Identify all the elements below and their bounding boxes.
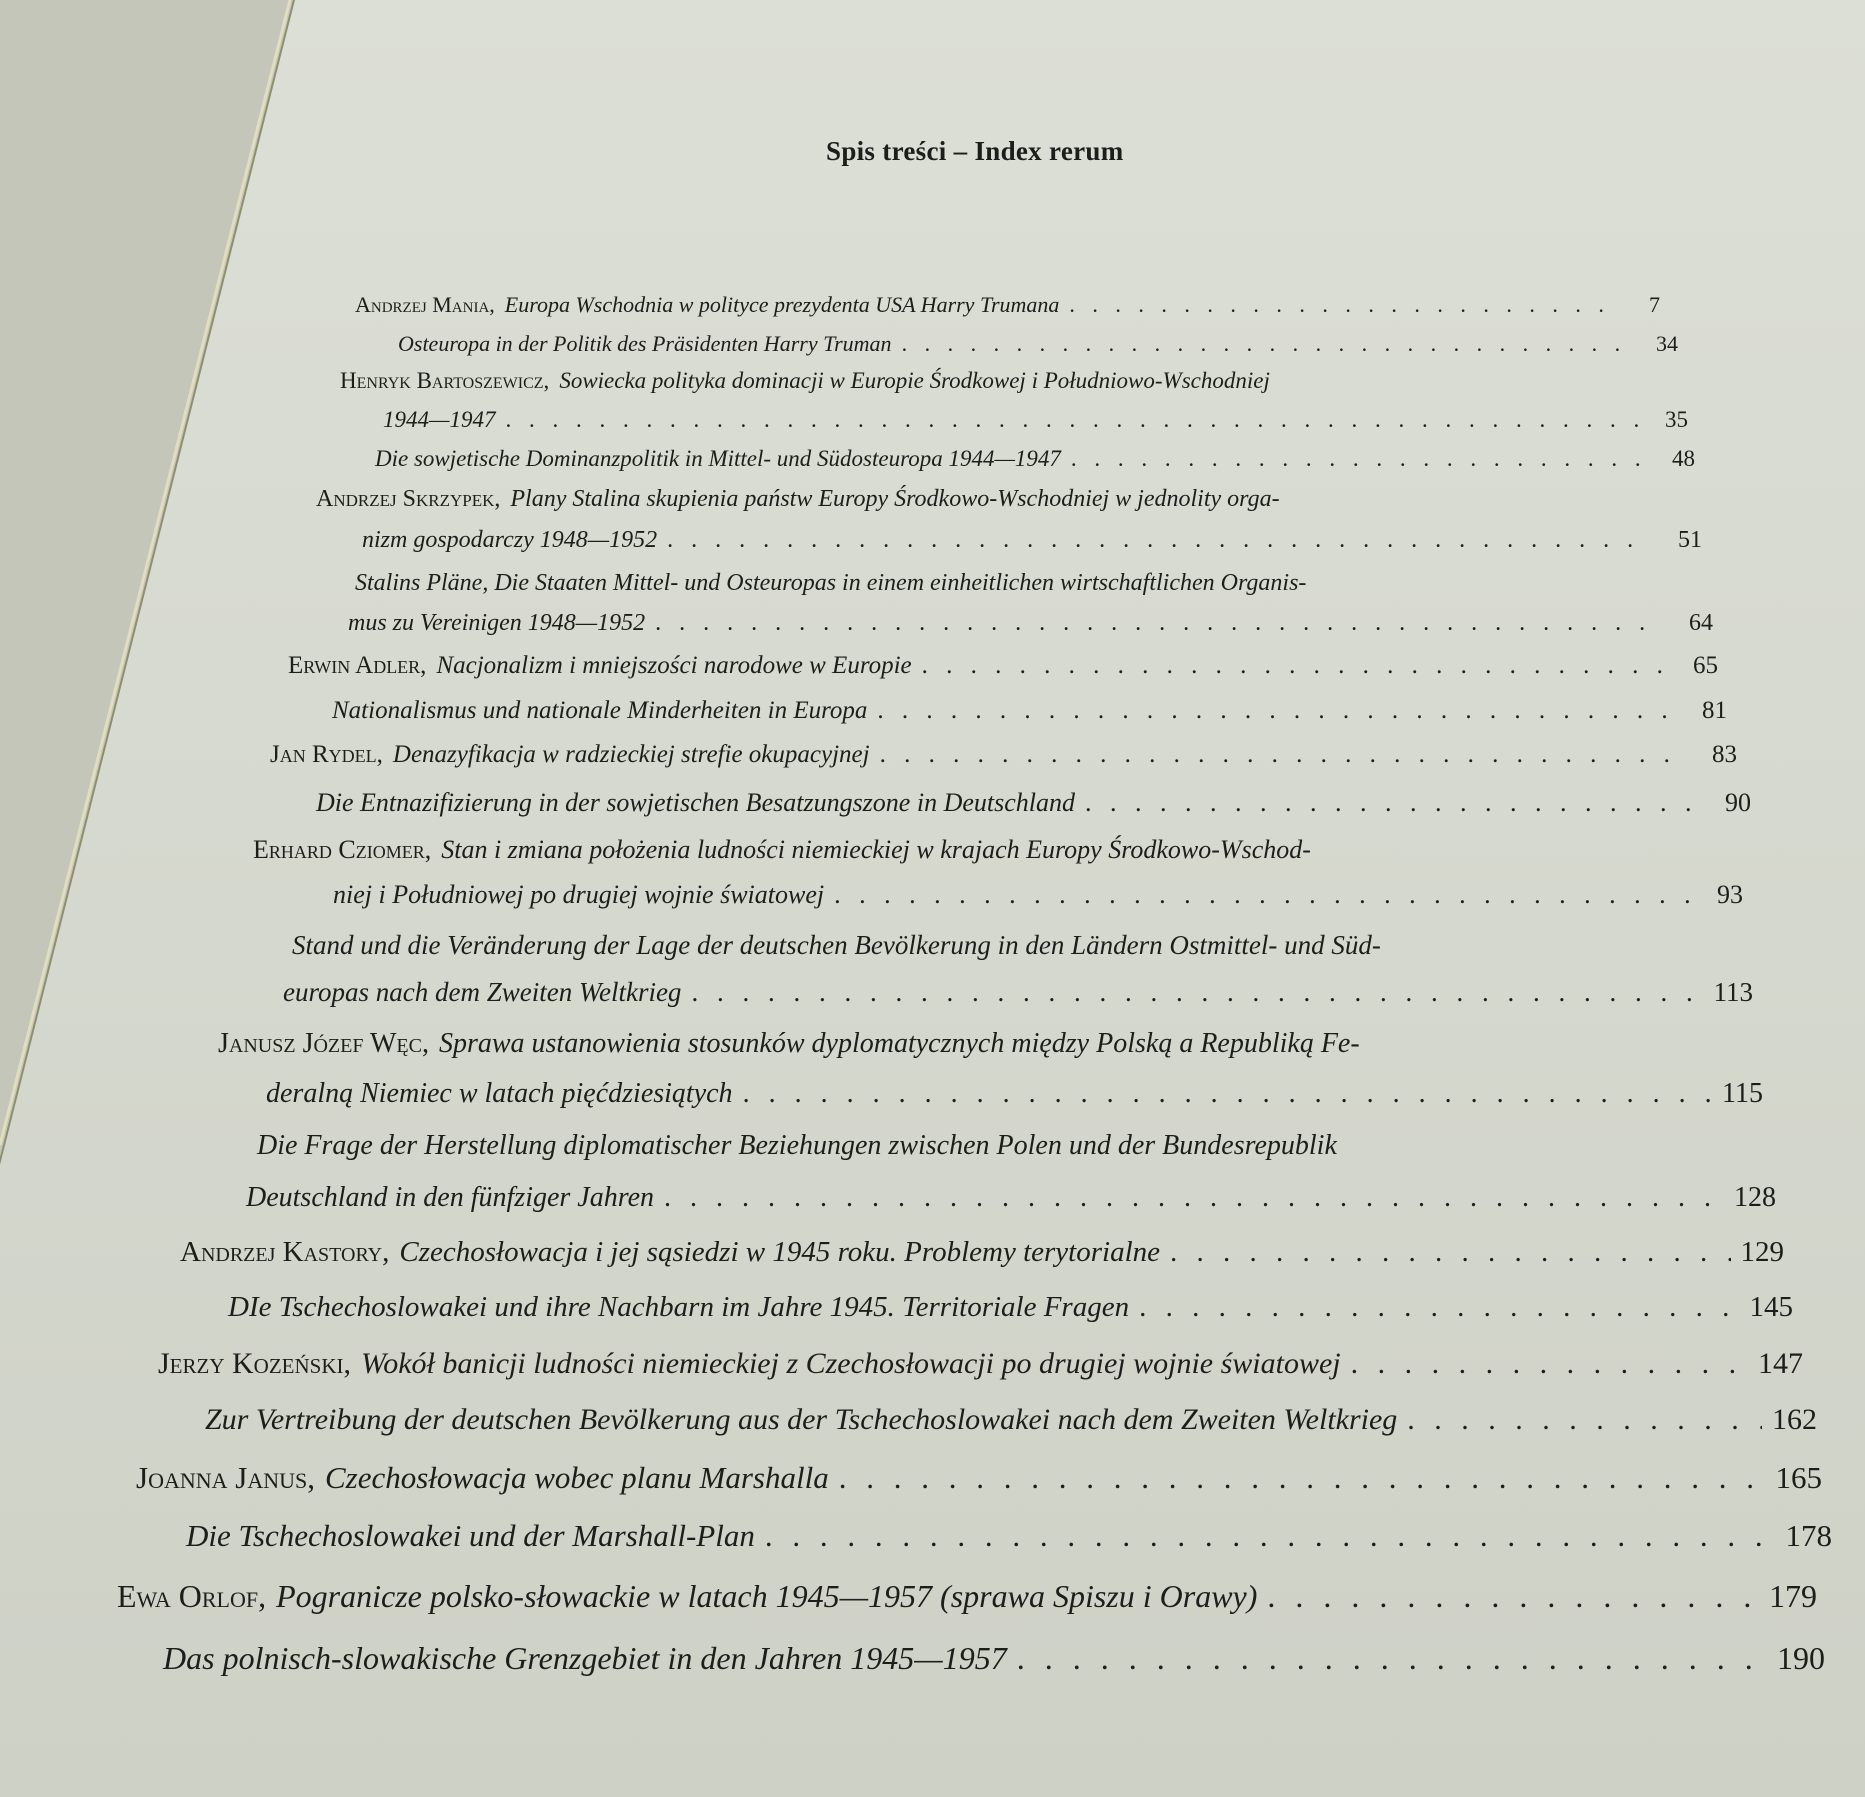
toc-page-number: 190 [1777, 1640, 1825, 1676]
toc-title: Denazyfikacja w radzieckiej strefie okupacyjnej [392, 741, 870, 768]
toc-page-number: 179 [1769, 1578, 1817, 1614]
toc-title: DIe Tschechoslowakei und ihre Nachbarn im Jahre 1945. Territoriale Fragen [228, 1291, 1130, 1323]
toc-entry-continuation [362, 527, 1702, 554]
toc-entry-continuation [383, 407, 1688, 433]
toc-leader-dots [877, 697, 1677, 725]
toc-title-line2: 1944—1947 [383, 407, 496, 432]
toc-page-number: 147 [1758, 1347, 1803, 1380]
toc-title: Nationalismus und nationale Minderheiten in Europa [332, 697, 868, 724]
toc-title: Die Frage der Herstellung diplomatischer Beziehungen zwischen Polen und der Bundesrepublik [257, 1130, 1337, 1161]
toc-entry [180, 1236, 1784, 1269]
toc-entry-continuation [246, 1182, 1776, 1214]
toc-entry [218, 1028, 1360, 1060]
toc-page-number: 165 [1775, 1460, 1822, 1495]
toc-entry [158, 1347, 1803, 1381]
toc-entry [292, 930, 1381, 961]
toc-entry [355, 570, 1306, 597]
toc-title: Stand und die Veränderung der Lage der deutschen Bevölkerung in den Ländern Ostmittel- und Süd- [292, 930, 1381, 960]
toc-title: Das polnisch-slowakische Grenzgebiet in den Jahren 1945—1957 [163, 1640, 1007, 1676]
toc-leader-dots [1267, 1578, 1759, 1615]
toc-title: Czechosłowacja i jej sąsiedzi w 1945 roku. Problemy terytorialne [399, 1236, 1161, 1268]
toc-page-number: 93 [1717, 880, 1743, 909]
toc-title: Stalins Pläne, Die Staaten Mittel- und Osteuropas in einem einheitlichen wirtschaftlichen Organis- [355, 570, 1307, 596]
toc-title: Europa Wschodnia w polityce prezydenta USA Harry Trumana [504, 292, 1060, 317]
toc-leader-dots [1085, 788, 1701, 818]
toc-title: Osteuropa in der Politik des Präsidenten Harry Truman [398, 331, 892, 356]
toc-title: Die sowjetische Dominanzpolitik in Mittel- und Südosteuropa 1944—1947 [375, 446, 1061, 471]
toc-leader-dots [505, 407, 1638, 433]
toc-entry [316, 486, 1280, 513]
toc-author: Jerzy Kozeński, [158, 1347, 351, 1380]
toc-title: Zur Vertreibung der deutschen Bevölkerung aus der Tschechoslowakei nach dem Zweiten Weltkrieg [205, 1403, 1398, 1436]
toc-entry [117, 1578, 1817, 1615]
toc-leader-dots [655, 610, 1663, 637]
toc-author: Andrzej Skrzypek, [316, 486, 501, 512]
toc-entry [398, 331, 1678, 357]
toc-title: Sowiecka polityka dominacji w Europie Środkowej i Południowo-Wschodniej [559, 368, 1270, 393]
toc-entry [136, 1460, 1822, 1496]
toc-title-line2: Deutschland in den fünfziger Jahren [246, 1182, 655, 1213]
toc-entry [288, 652, 1718, 680]
toc-title-line2: niej i Południowej po drugiej wojnie światowej [333, 880, 825, 909]
toc-author: Andrzej Mania, [355, 292, 495, 317]
toc-page-number: 7 [1649, 292, 1660, 317]
toc-page-number: 48 [1672, 446, 1695, 471]
toc-entry [270, 741, 1737, 769]
toc-page-number: 115 [1722, 1078, 1763, 1109]
toc-leader-dots [1351, 1347, 1748, 1381]
toc-page-number: 34 [1656, 331, 1678, 356]
toc-author: Ewa Orlof, [117, 1578, 267, 1614]
toc-entry-continuation [333, 880, 1743, 910]
toc-leader-dots [667, 527, 1652, 554]
toc-title: Nacjonalizm i mniejszości narodowe w Europie [436, 652, 912, 679]
toc-author: Erhard Cziomer, [253, 835, 432, 864]
toc-entry [186, 1518, 1832, 1554]
toc-author: Henryk Bartoszewicz, [340, 368, 550, 393]
toc-author: Andrzej Kastory, [180, 1236, 390, 1268]
toc-page-number: 128 [1734, 1182, 1776, 1213]
toc-entry [332, 697, 1727, 725]
toc-page-number: 51 [1678, 527, 1702, 553]
toc-page-number: 178 [1785, 1518, 1832, 1553]
toc-title-line2: deralną Niemiec w latach pięćdziesiątych [266, 1078, 733, 1109]
toc-entry [253, 835, 1311, 865]
toc-leader-dots [1069, 292, 1610, 318]
toc-entry-continuation [283, 977, 1753, 1008]
toc-leader-dots [691, 977, 1703, 1008]
toc-entry-continuation [348, 610, 1713, 637]
toc-page-number: 145 [1749, 1291, 1793, 1323]
toc-page-number: 65 [1693, 652, 1718, 679]
toc-title-line2: mus zu Vereinigen 1948—1952 [348, 610, 646, 636]
toc-leader-dots [1071, 446, 1645, 472]
toc-leader-dots [1407, 1403, 1762, 1437]
toc-entry [205, 1403, 1817, 1437]
toc-page-number: 162 [1772, 1403, 1817, 1436]
toc-page-number: 64 [1689, 610, 1713, 636]
toc-entry [340, 368, 1270, 394]
toc-title: Stan i zmiana położenia ludności niemieckiej w krajach Europy Środkowo-Wschod- [441, 835, 1311, 864]
toc-page-number: 90 [1725, 788, 1751, 817]
toc-title: Sprawa ustanowienia stosunków dyplomatycznych między Polską a Republiką Fe- [438, 1028, 1360, 1059]
toc-leader-dots [1139, 1291, 1739, 1324]
toc-author: Joanna Janus, [136, 1460, 315, 1495]
toc-leader-dots [664, 1182, 1724, 1214]
toc-leader-dots [743, 1078, 1712, 1110]
toc-page-number: 113 [1713, 977, 1753, 1007]
toc-entry-continuation [266, 1078, 1763, 1110]
toc-title: Pogranicze polsko-słowackie w latach 1945—1957 (sprawa Spiszu i Orawy) [276, 1578, 1258, 1614]
toc-title: Czechosłowacja wobec planu Marshalla [324, 1460, 829, 1495]
toc-entry [228, 1291, 1793, 1324]
toc-page-number: 129 [1740, 1236, 1784, 1268]
toc-entry [355, 292, 1660, 318]
toc-leader-dots [1017, 1640, 1767, 1677]
toc-leader-dots [902, 331, 1628, 357]
toc-leader-dots [1170, 1236, 1730, 1269]
toc-page-number: 81 [1702, 697, 1727, 724]
toc-title: Die Tschechoslowakei und der Marshall-Plan [186, 1518, 755, 1553]
toc-author: Jan Rydel, [270, 741, 383, 768]
toc-entry [316, 788, 1751, 818]
toc-page-number: 83 [1712, 741, 1737, 768]
toc-entry [163, 1640, 1825, 1677]
toc-leader-dots [922, 652, 1668, 680]
toc-title-line2: europas nach dem Zweiten Weltkrieg [283, 977, 682, 1007]
toc-title: Plany Stalina skupienia państw Europy Środkowo-Wschodniej w jednolity orga- [510, 486, 1280, 512]
page-title: Spis treści – Index rerum [826, 136, 1124, 166]
toc-leader-dots [834, 880, 1693, 910]
toc-author: Erwin Adler, [288, 652, 427, 679]
toc-leader-dots [839, 1460, 1766, 1496]
toc-page-number: 35 [1665, 407, 1688, 432]
toc-author: Janusz Józef Węc, [218, 1028, 429, 1059]
toc-entry [375, 446, 1695, 472]
toc-leader-dots [765, 1518, 1776, 1554]
toc-title: Die Entnazifizierung in der sowjetischen Besatzungszone in Deutschland [316, 788, 1075, 817]
toc-entry [257, 1130, 1337, 1162]
toc-title: Wokół banicji ludności niemieckiej z Czechosłowacji po drugiej wojnie światowej [361, 1347, 1341, 1380]
toc-title-line2: nizm gospodarczy 1948—1952 [362, 527, 658, 553]
toc-leader-dots [880, 741, 1687, 769]
